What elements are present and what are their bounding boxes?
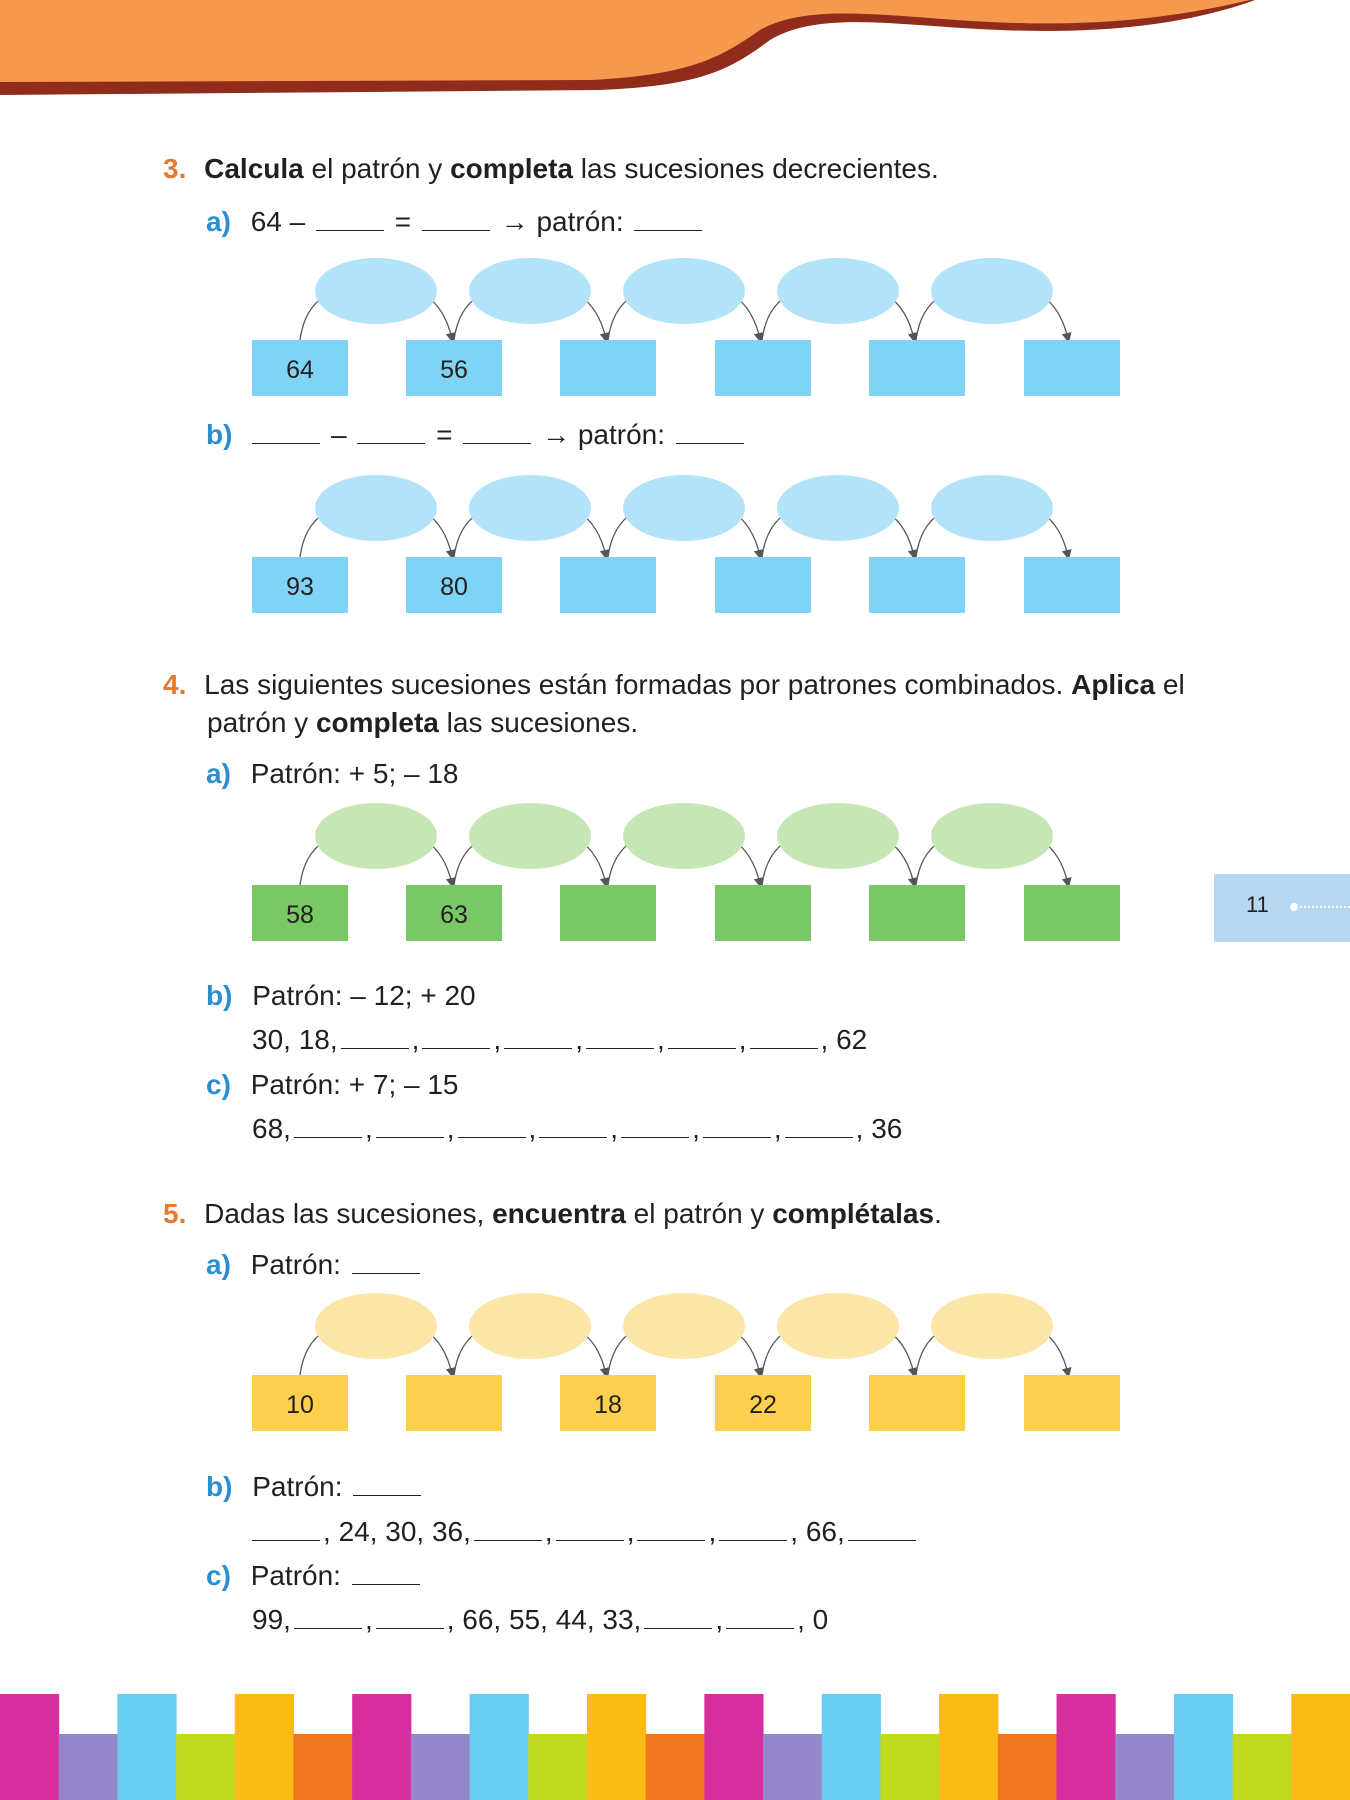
exercise-4b-sequence: 30, 18, , , , , , , 62: [252, 1024, 868, 1055]
sequence-box[interactable]: [1024, 557, 1120, 613]
stripe: [939, 1694, 998, 1800]
answer-blank[interactable]: [676, 419, 744, 444]
sequence-box[interactable]: [1024, 885, 1120, 941]
stripe: [59, 1734, 118, 1800]
header-banner: [0, 0, 1350, 100]
sequence-value: 93: [286, 573, 314, 601]
stripe: [411, 1734, 470, 1800]
stripe: [646, 1734, 705, 1800]
pattern-oval[interactable]: [469, 1293, 591, 1359]
answer-blank[interactable]: [316, 206, 384, 231]
sequence-value: 58: [286, 901, 314, 929]
arrow-right-icon: →: [542, 419, 571, 450]
answer-blank[interactable]: [539, 1113, 607, 1138]
sequence-value: 80: [440, 573, 468, 601]
sequence-diagram-3b: [0, 472, 1350, 622]
pattern-oval[interactable]: [931, 258, 1053, 324]
exercise-4c-line: c) Patrón: + 7; – 15: [206, 1069, 459, 1100]
sequence-value: 18: [594, 1391, 622, 1419]
sequence-box[interactable]: [560, 557, 656, 613]
exercise-3b-line: b) – = → patrón:: [206, 418, 747, 452]
page-number: 11: [1246, 892, 1269, 917]
answer-blank[interactable]: [726, 1604, 794, 1629]
sequence-box[interactable]: [869, 557, 965, 613]
sequence-box[interactable]: [560, 885, 656, 941]
pattern-oval[interactable]: [623, 475, 745, 541]
answer-blank[interactable]: [848, 1516, 916, 1541]
pattern-oval[interactable]: [931, 475, 1053, 541]
answer-blank[interactable]: [634, 206, 702, 231]
exercise-4a-line: a) Patrón: + 5; – 18: [206, 758, 459, 789]
answer-blank[interactable]: [352, 1249, 420, 1274]
answer-blank[interactable]: [644, 1604, 712, 1629]
answer-blank[interactable]: [252, 1516, 320, 1541]
sequence-box[interactable]: [715, 340, 811, 396]
answer-blank[interactable]: [252, 419, 320, 444]
sequence-box[interactable]: [715, 885, 811, 941]
pattern-oval[interactable]: [777, 258, 899, 324]
stripe: [0, 1694, 59, 1800]
sequence-value: 22: [749, 1391, 777, 1419]
answer-blank[interactable]: [376, 1113, 444, 1138]
answer-blank[interactable]: [703, 1113, 771, 1138]
answer-blank[interactable]: [422, 1024, 490, 1049]
sequence-diagram-4a: [0, 800, 1350, 950]
answer-blank[interactable]: [353, 1471, 421, 1496]
stripe: [1233, 1734, 1292, 1800]
exercise-number: 3.: [163, 153, 187, 184]
sequence-box[interactable]: [406, 1375, 502, 1431]
stripe: [1291, 1694, 1350, 1800]
stripe: [763, 1734, 822, 1800]
sequence-box[interactable]: [869, 1375, 965, 1431]
sequence-box[interactable]: [1024, 1375, 1120, 1431]
stripe: [352, 1694, 411, 1800]
sequence-box[interactable]: [869, 885, 965, 941]
sequence-value: 10: [286, 1391, 314, 1419]
answer-blank[interactable]: [621, 1113, 689, 1138]
sequence-diagram-5a: [0, 1290, 1350, 1440]
exercise-3a-line: a) 64 – = → patrón:: [206, 205, 705, 239]
answer-blank[interactable]: [294, 1604, 362, 1629]
pattern-oval[interactable]: [315, 258, 437, 324]
answer-blank[interactable]: [294, 1113, 362, 1138]
answer-blank[interactable]: [586, 1024, 654, 1049]
stripe: [822, 1694, 881, 1800]
stripe: [470, 1694, 529, 1800]
stripe: [1174, 1694, 1233, 1800]
answer-blank[interactable]: [463, 419, 531, 444]
answer-blank[interactable]: [668, 1024, 736, 1049]
answer-blank[interactable]: [458, 1113, 526, 1138]
sequence-box[interactable]: [1024, 340, 1120, 396]
pattern-oval[interactable]: [931, 1293, 1053, 1359]
stripe: [235, 1694, 294, 1800]
answer-blank[interactable]: [750, 1024, 818, 1049]
exercise-4b-line: b) Patrón: – 12; + 20: [206, 980, 476, 1011]
pattern-oval[interactable]: [315, 1293, 437, 1359]
pattern-oval[interactable]: [469, 803, 591, 869]
stripe: [1057, 1694, 1116, 1800]
dotted-line: [1300, 906, 1350, 908]
answer-blank[interactable]: [474, 1516, 542, 1541]
sequence-box[interactable]: [869, 340, 965, 396]
exercise-5c-line: c) Patrón:: [206, 1559, 423, 1593]
stripe: [587, 1694, 646, 1800]
exercise-5-prompt: 5. Dadas las sucesiones, encuentra el patrón y complétalas.: [163, 1198, 942, 1229]
exercise-4c-sequence: 68, , , , , , , , 36: [252, 1113, 903, 1144]
sequence-box[interactable]: [715, 557, 811, 613]
pattern-oval[interactable]: [315, 803, 437, 869]
stripe: [117, 1694, 176, 1800]
answer-blank[interactable]: [719, 1516, 787, 1541]
pattern-oval[interactable]: [623, 258, 745, 324]
exercise-5b-line: b) Patrón:: [206, 1470, 424, 1504]
sequence-diagram-3a: [0, 255, 1350, 405]
page-number-tab: [1214, 874, 1350, 942]
sequence-value: 56: [440, 356, 468, 384]
stripe: [998, 1734, 1057, 1800]
answer-blank[interactable]: [376, 1604, 444, 1629]
pattern-oval[interactable]: [931, 803, 1053, 869]
exercise-3-prompt: 3. Calcula el patrón y completa las sucesiones decrecientes.: [163, 153, 939, 184]
answer-blank[interactable]: [637, 1516, 705, 1541]
exercise-5a-line: a) Patrón:: [206, 1248, 423, 1282]
pattern-oval[interactable]: [623, 1293, 745, 1359]
answer-blank[interactable]: [422, 206, 490, 231]
decorative-stripes: [0, 1690, 1350, 1800]
answer-blank[interactable]: [341, 1024, 409, 1049]
sequence-value: 64: [286, 356, 314, 384]
answer-blank[interactable]: [785, 1113, 853, 1138]
dot-icon: [1290, 903, 1298, 911]
exercise-4-prompt: 4. Las siguientes sucesiones están formadas por patrones combinados. Aplica el: [163, 669, 1185, 700]
stripe: [704, 1694, 763, 1800]
pattern-oval[interactable]: [777, 803, 899, 869]
stripe: [880, 1734, 939, 1800]
answer-blank[interactable]: [504, 1024, 572, 1049]
pattern-oval[interactable]: [469, 475, 591, 541]
sequence-box[interactable]: [560, 340, 656, 396]
stripe: [176, 1734, 235, 1800]
answer-blank[interactable]: [556, 1516, 624, 1541]
answer-blank[interactable]: [352, 1560, 420, 1585]
stripe: [528, 1734, 587, 1800]
pattern-oval[interactable]: [623, 803, 745, 869]
pattern-oval[interactable]: [777, 475, 899, 541]
pattern-oval[interactable]: [469, 258, 591, 324]
stripe: [293, 1734, 352, 1800]
answer-blank[interactable]: [357, 419, 425, 444]
exercise-5b-sequence: , 24, 30, 36, , , , , 66,: [252, 1515, 919, 1549]
exercise-5c-sequence: 99, , , 66, 55, 44, 33, , , 0: [252, 1604, 829, 1635]
arrow-right-icon: →: [500, 206, 529, 237]
pattern-oval[interactable]: [777, 1293, 899, 1359]
stripe: [1115, 1734, 1174, 1800]
sequence-value: 63: [440, 901, 468, 929]
pattern-oval[interactable]: [315, 475, 437, 541]
exercise-4-prompt-line2: patrón y completa las sucesiones.: [207, 707, 639, 738]
